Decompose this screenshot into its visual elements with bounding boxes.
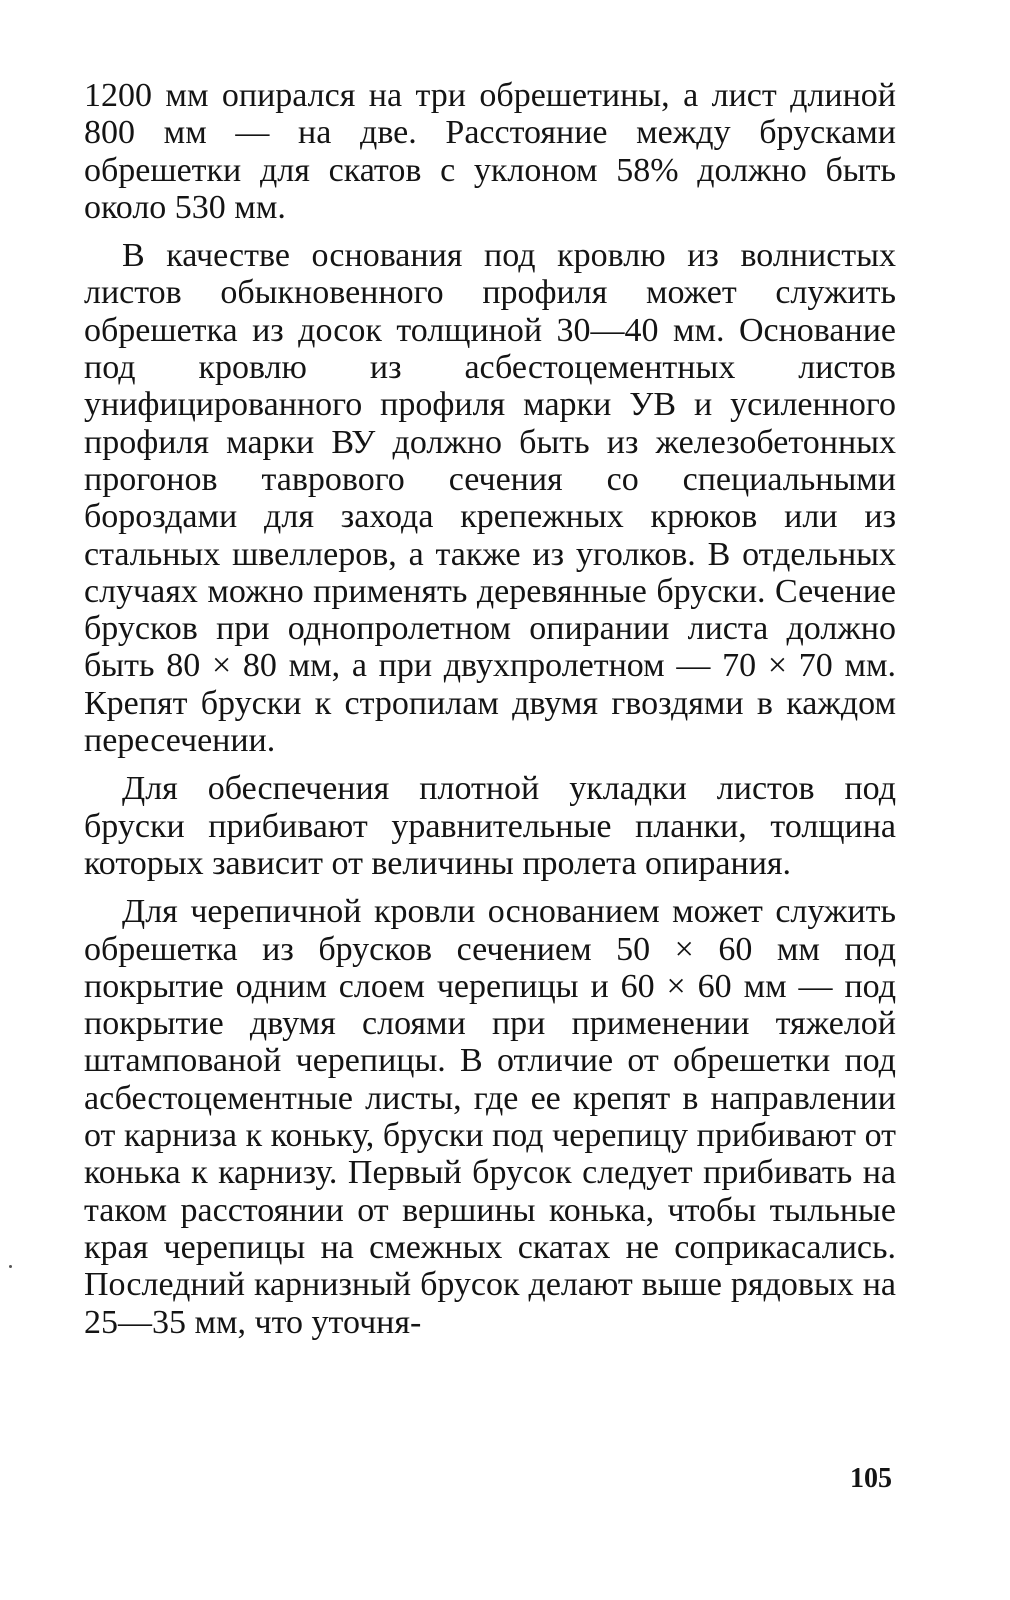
margin-speck bbox=[9, 1265, 12, 1268]
page-number: 105 bbox=[850, 1463, 892, 1494]
paragraph-roof-base-corrugated: В качестве основания под кровлю из волнистых листов обыкновенного профиля может служить обрешетка из досок толщиной 30—40 мм. Основание под кровлю из асбестоцементных листов унифицированного профиля марки УВ и усиленного профиля марки ВУ должно быть из железобетонных прогонов таврового сечения со специальными бороздами для захода крепежных крюков или из стальных швеллеров, а также из уголков. В отдельных случаях можно применять деревянные бруски. Сечение брусков при однопролетном опирании листа должно быть 80 × 80 мм, а при двухпролетном — 70 × 70 мм. Крепят бруски к стропилам двумя гвоздями в каждом пересечении. bbox=[84, 237, 896, 760]
paragraph-tile-roof: Для черепичной кровли основанием может служить обрешетка из брусков сечением 50 × 60 мм под покрытие одним слоем черепицы и 60 × 60 мм — под покрытие двумя слоями при применении тяжелой штампованой черепицы. В отличие от обрешетки под асбестоцементные листы, где ее крепят в направлении от карниза к коньку, бруски под черепицу прибивают от конька к карнизу. Первый брусок следует прибивать на таком расстоянии от вершины конька, чтобы тыльные края черепицы на смежных скатах не соприкасались. Последний карнизный брусок делают выше рядовых на 25—35 мм, что уточня- bbox=[84, 893, 896, 1341]
paragraph-continued: 1200 мм опирался на три обрешетины, а лист длиной 800 мм — на две. Расстояние между брусками обрешетки для скатов с уклоном 58% должно быть около 530 мм. bbox=[84, 77, 896, 226]
body-text bbox=[84, 77, 896, 1352]
paragraph-leveling-strips: Для обеспечения плотной укладки листов под бруски прибивают уравнительные планки, толщина которых зависит от величины пролета опирания. bbox=[84, 770, 896, 882]
